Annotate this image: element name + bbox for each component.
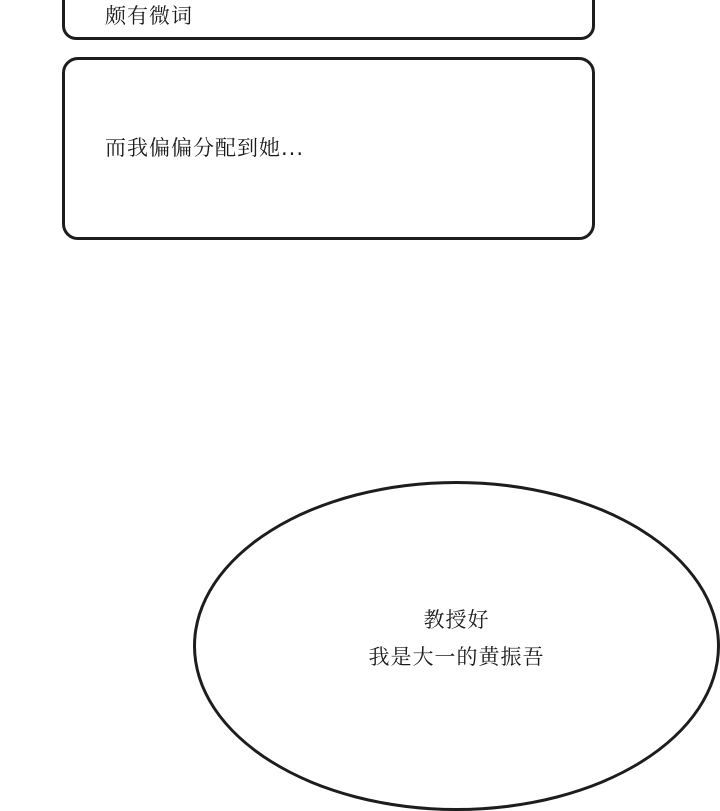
speech-bubble-oval: [193, 481, 720, 811]
narration-bubble-text: 而我偏偏分配到她...: [105, 135, 305, 160]
speech-bubble-top: [62, 0, 595, 40]
oval-bubble-line-1: 教授好: [423, 608, 490, 632]
bubble-top-text: 颇有微词: [105, 3, 193, 28]
oval-bubble-line-2: 我是大一的黄振吾: [368, 644, 545, 669]
narration-bubble: [62, 57, 595, 240]
oval-bubble-text: [196, 602, 717, 676]
